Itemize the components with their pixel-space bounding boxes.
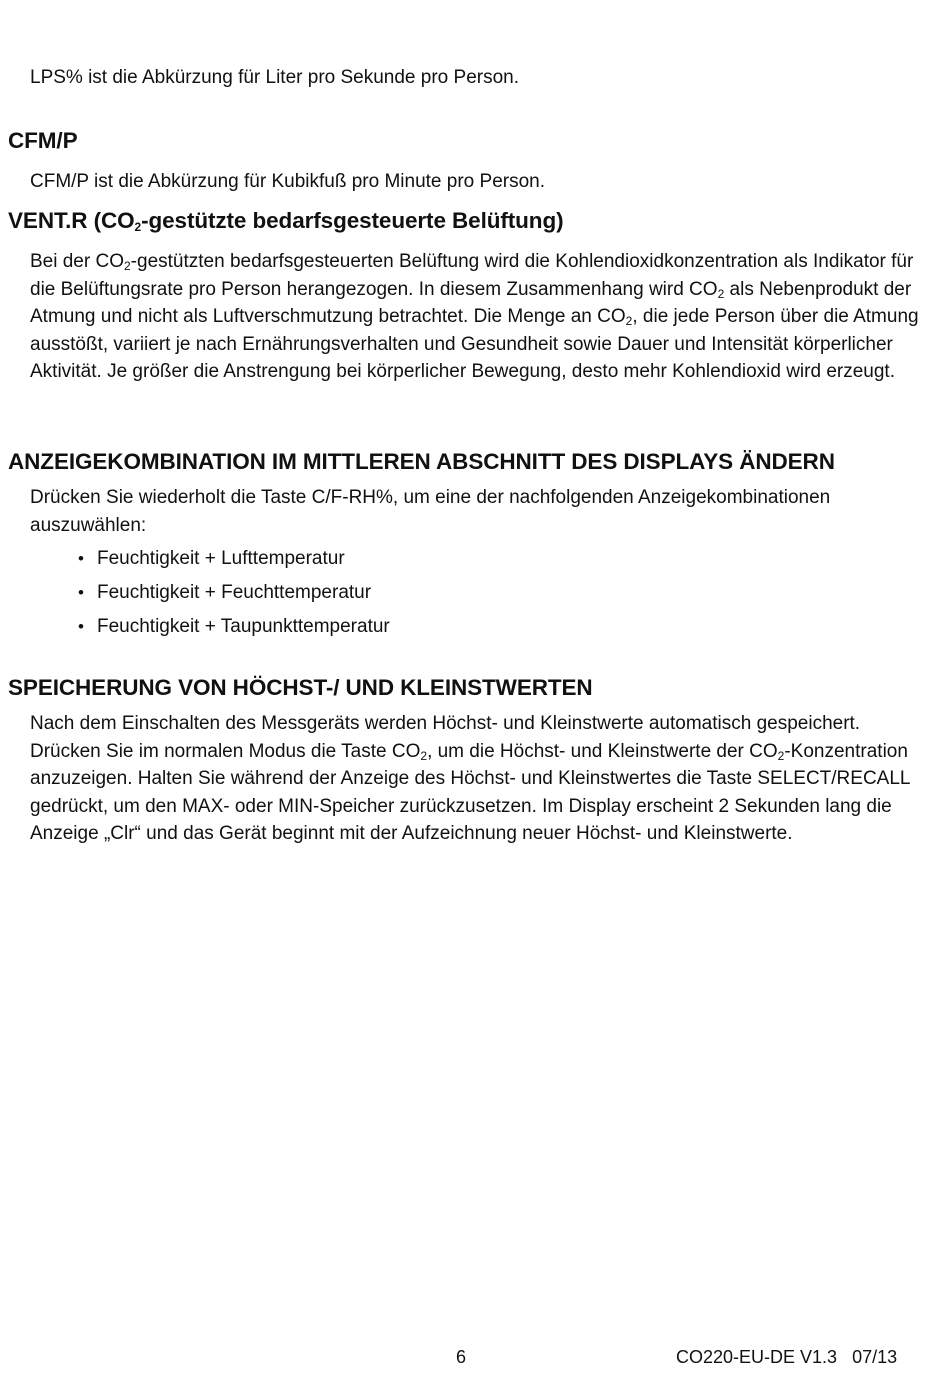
display-section: [0, 448, 950, 644]
memory-section: [0, 674, 950, 848]
cfm-definition: CFM/P ist die Abkürzung für Kubikfuß pro Minute pro Person.: [30, 171, 545, 192]
document-id: CO220-EU-DE V1.3 07/13: [676, 1347, 898, 1367]
page-number: 6: [456, 1347, 467, 1367]
cfm-section: [0, 127, 950, 196]
list-item: • Feuchtigkeit + Taupunkttemperatur: [0, 610, 950, 644]
vent-heading: VENT.R ($CO_2$-gestützte bedarfsgesteuerte Belüftung): [8, 208, 564, 234]
cfm-heading: CFM/P: [8, 128, 78, 153]
list-item: • Feuchtigkeit + Feuchttemperatur: [0, 576, 950, 610]
display-paragraph: Drücken Sie wiederholt die Taste C/F-RH%, um eine der nachfolgenden Anzeigekombinationen auszuwählen:: [30, 487, 831, 536]
vent-paragraph: Bei der $CO_2$-gestützten bedarfsgesteuerten Belüftung wird die Kohlendioxidkonzentration als Indikator für die Belüftungsrate pro Person herangezogen. In diesem Zusammenhang wird $CO_2$ als Nebenprodukt der Atmung und nicht als Luftverschmutzung betrachtet. Die Menge an $CO_2$, die jede Person über die Atmung ausstößt, variiert je nach Ernährungsverhalten und Gesundheit sowie Dauer und Intensität körperlicher Aktivität. Je größer die Anstrengung bei körperlicher Bewegung, desto mehr Kohlendioxid wird erzeugt.: [30, 251, 919, 382]
memory-paragraph: Nach dem Einschalten des Messgeräts werden Höchst- und Kleinstwerte automatisch gespeichert. Drücken Sie im normalen Modus die Taste $CO_2$, um die Höchst- und Kleinstwerte der $CO_2$-Konzentration anzuzeigen. Halten Sie während der Anzeige des Höchst- und Kleinstwertes die Taste SELECT/RECALL gedrückt, um den MAX- oder MIN-Speicher zurückzusetzen. Im Display erscheint 2 Sekunden lang die Anzeige „Clr“ und das Gerät beginnt mit der Aufzeichnung neuer Höchst- und Kleinstwerte.: [30, 713, 910, 844]
lps-definition: LPS% ist die Abkürzung für Liter pro Sekunde pro Person.: [30, 67, 519, 88]
bullet-icon: •: [78, 617, 84, 636]
bullet-icon: •: [78, 583, 84, 602]
vent-section: [0, 207, 950, 386]
list-item: • Feuchtigkeit + Lufttemperatur: [0, 542, 950, 576]
bullet-icon: •: [78, 549, 84, 568]
memory-heading: SPEICHERUNG VON HÖCHST-/ UND KLEINSTWERTEN: [8, 675, 593, 700]
display-heading: ANZEIGEKOMBINATION IM MITTLEREN ABSCHNITT DES DISPLAYS ÄNDERN: [8, 449, 835, 474]
display-combination-list: [0, 542, 950, 644]
lps-section: [0, 64, 950, 92]
